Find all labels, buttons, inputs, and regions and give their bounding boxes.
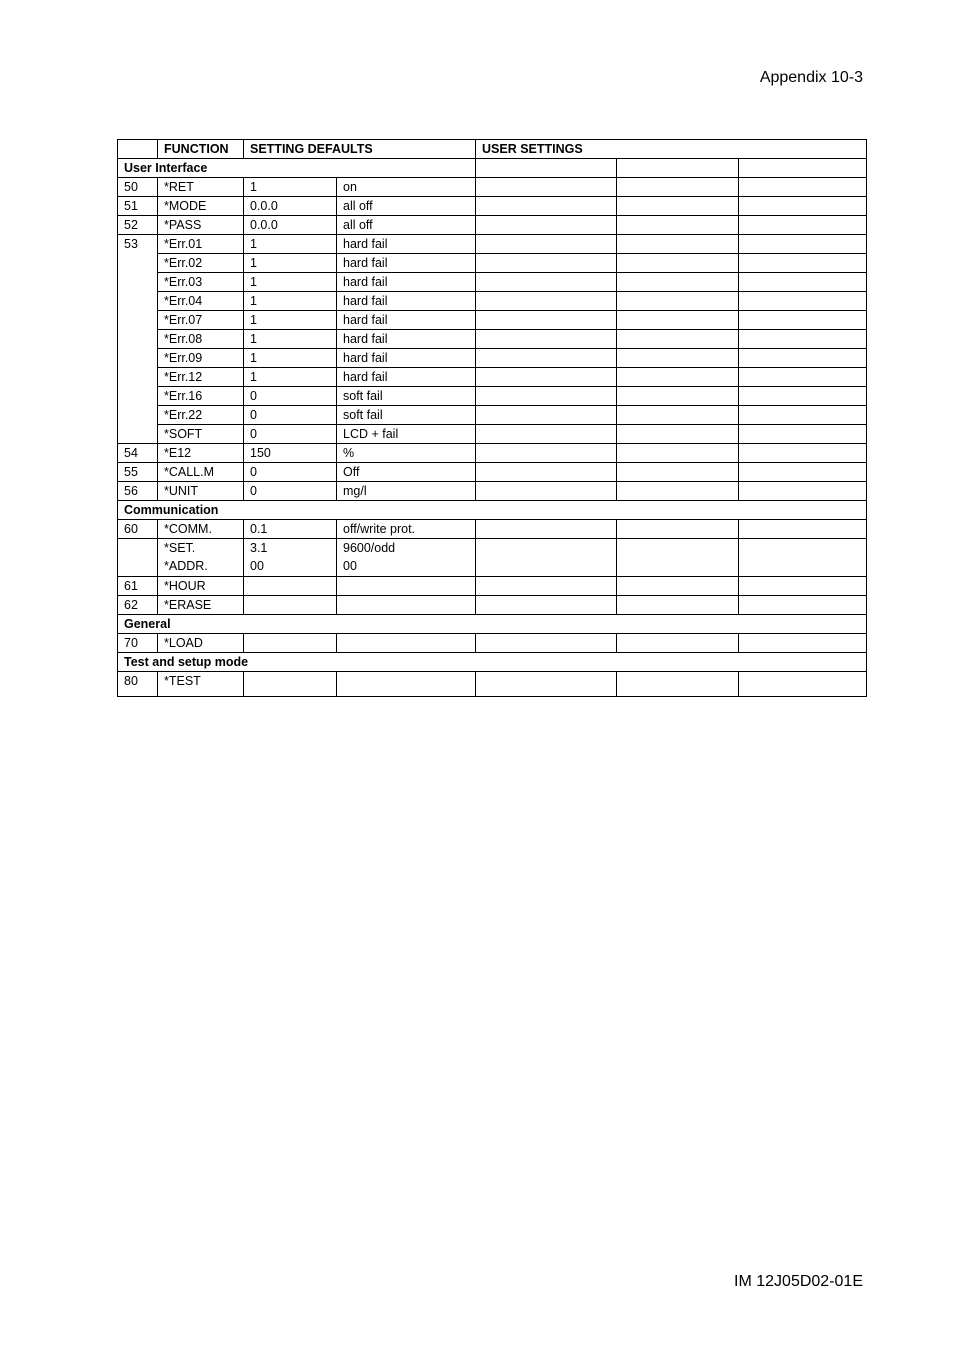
user-setting-cell (739, 330, 867, 349)
default-value: 1 (244, 273, 337, 292)
user-setting-cell (476, 254, 617, 273)
function-name: *CALL.M (158, 463, 244, 482)
table-row (118, 197, 867, 216)
user-setting-cell (617, 444, 739, 463)
user-setting-cell (476, 311, 617, 330)
table-row (118, 406, 867, 425)
default-description: hard fail (337, 311, 476, 330)
user-setting-cell (617, 178, 739, 197)
user-setting-cell (739, 235, 867, 254)
table-row (118, 254, 867, 273)
default-description: soft fail (337, 387, 476, 406)
default-description: LCD + fail (337, 425, 476, 444)
default-description: hard fail (337, 254, 476, 273)
user-setting-cell (476, 406, 617, 425)
table-row (118, 216, 867, 235)
table-row (118, 672, 867, 697)
user-setting-cell (617, 406, 739, 425)
default-value: 1 (244, 349, 337, 368)
function-name: *Err.12 (158, 368, 244, 387)
section-user-interface: User Interface (118, 159, 476, 178)
default-value: 150 (244, 444, 337, 463)
user-setting-cell (476, 539, 617, 577)
table-header-row (118, 140, 867, 159)
default-value: 0.1 (244, 520, 337, 539)
table-row (118, 330, 867, 349)
user-setting-cell (617, 425, 739, 444)
user-setting-cell (739, 387, 867, 406)
user-setting-cell (617, 672, 739, 697)
header-setting-defaults: SETTING DEFAULTS (244, 140, 476, 159)
table-row (118, 292, 867, 311)
header-function: FUNCTION (158, 140, 244, 159)
user-setting-cell (739, 596, 867, 615)
function-name: *Err.08 (158, 330, 244, 349)
row-number: 51 (118, 197, 158, 216)
row-number: 61 (118, 577, 158, 596)
row-number: 80 (118, 672, 158, 697)
function-name: *MODE (158, 197, 244, 216)
table-row (118, 596, 867, 615)
section-row (118, 159, 867, 178)
user-setting-cell (739, 634, 867, 653)
default-value: 1 (244, 235, 337, 254)
user-setting-cell (617, 311, 739, 330)
user-setting-cell (617, 463, 739, 482)
function-name: *Err.16 (158, 387, 244, 406)
function-name: *ERASE (158, 596, 244, 615)
user-setting-cell (739, 406, 867, 425)
default-description: soft fail (337, 406, 476, 425)
user-setting-cell (476, 235, 617, 254)
user-setting-cell (739, 444, 867, 463)
user-setting-cell (476, 482, 617, 501)
table-row (118, 235, 867, 254)
default-description: off/write prot. (337, 520, 476, 539)
table-row (118, 444, 867, 463)
row-number: 50 (118, 178, 158, 197)
default-description: hard fail (337, 349, 476, 368)
function-name: *SOFT (158, 425, 244, 444)
function-name: *COMM. (158, 520, 244, 539)
table-row (118, 539, 867, 577)
default-description: 9600/odd (343, 541, 396, 555)
function-name: *SET. (164, 541, 196, 555)
default-description: Off (337, 463, 476, 482)
user-setting-cell (739, 520, 867, 539)
user-setting-cell (739, 197, 867, 216)
function-name: *TEST (158, 672, 244, 697)
user-setting-cell (739, 463, 867, 482)
user-setting-cell (476, 596, 617, 615)
default-value: 00 (250, 559, 264, 573)
user-setting-cell (617, 482, 739, 501)
user-setting-cell (476, 672, 617, 697)
user-setting-cell (476, 178, 617, 197)
default-description: all off (337, 216, 476, 235)
user-setting-cell (739, 577, 867, 596)
user-setting-cell (739, 273, 867, 292)
table-row (118, 178, 867, 197)
default-description: hard fail (337, 292, 476, 311)
user-setting-cell (617, 520, 739, 539)
row-number: 62 (118, 596, 158, 615)
table-row (118, 463, 867, 482)
default-value: 1 (244, 254, 337, 273)
user-setting-cell (617, 368, 739, 387)
user-setting-cell (476, 425, 617, 444)
section-row (118, 615, 867, 634)
default-value-pair (244, 539, 337, 577)
user-setting-cell (476, 197, 617, 216)
default-value: 0.0.0 (244, 197, 337, 216)
table-row (118, 387, 867, 406)
function-name: *LOAD (158, 634, 244, 653)
default-value: 0.0.0 (244, 216, 337, 235)
user-setting-cell (739, 425, 867, 444)
user-setting-cell (476, 387, 617, 406)
function-name: *Err.03 (158, 273, 244, 292)
function-name: *Err.22 (158, 406, 244, 425)
user-setting-cell (739, 539, 867, 577)
user-setting-cell (739, 178, 867, 197)
user-setting-cell (617, 577, 739, 596)
user-setting-cell (476, 444, 617, 463)
default-description: mg/l (337, 482, 476, 501)
function-name: *E12 (158, 444, 244, 463)
user-setting-cell (476, 330, 617, 349)
section-row (118, 501, 867, 520)
default-value: 0 (244, 387, 337, 406)
user-setting-cell (617, 596, 739, 615)
user-setting-cell (476, 349, 617, 368)
function-name: *Err.02 (158, 254, 244, 273)
user-setting-cell (476, 273, 617, 292)
default-description: hard fail (337, 368, 476, 387)
default-description: % (337, 444, 476, 463)
default-description: hard fail (337, 330, 476, 349)
table-row (118, 273, 867, 292)
user-setting-cell (476, 520, 617, 539)
default-value: 1 (244, 311, 337, 330)
table-row (118, 425, 867, 444)
default-value: 1 (244, 292, 337, 311)
settings-table (117, 139, 867, 697)
function-name: *UNIT (158, 482, 244, 501)
function-name: *PASS (158, 216, 244, 235)
user-setting-cell (476, 216, 617, 235)
section-general: General (118, 615, 867, 634)
row-number: 55 (118, 463, 158, 482)
user-setting-cell (476, 577, 617, 596)
function-name: *Err.09 (158, 349, 244, 368)
row-number: 60 (118, 520, 158, 539)
user-setting-cell (476, 634, 617, 653)
table-row (118, 368, 867, 387)
user-setting-cell (617, 235, 739, 254)
user-setting-cell (739, 672, 867, 697)
user-setting-cell (617, 387, 739, 406)
user-setting-cell (617, 292, 739, 311)
default-description-pair (337, 539, 476, 577)
default-description: on (337, 178, 476, 197)
user-setting-cell (739, 349, 867, 368)
table-row (118, 311, 867, 330)
user-setting-cell (617, 197, 739, 216)
table-row (118, 634, 867, 653)
default-value: 1 (244, 368, 337, 387)
function-name: *ADDR. (164, 559, 208, 573)
row-number: 56 (118, 482, 158, 501)
function-name: *HOUR (158, 577, 244, 596)
table-row (118, 349, 867, 368)
user-setting-cell (617, 634, 739, 653)
table-row (118, 482, 867, 501)
default-value: 3.1 (250, 541, 268, 555)
table-row (118, 520, 867, 539)
table-row (118, 577, 867, 596)
default-description: hard fail (337, 235, 476, 254)
user-setting-cell (739, 368, 867, 387)
user-setting-cell (476, 463, 617, 482)
user-setting-cell (739, 311, 867, 330)
default-description: 00 (343, 559, 357, 573)
user-setting-cell (739, 216, 867, 235)
user-setting-cell (617, 254, 739, 273)
default-value: 1 (244, 178, 337, 197)
default-description: all off (337, 197, 476, 216)
default-value: 0 (244, 463, 337, 482)
default-value: 0 (244, 482, 337, 501)
section-communication: Communication (118, 501, 867, 520)
default-value: 0 (244, 406, 337, 425)
document-id: IM 12J05D02-01E (734, 1273, 863, 1290)
user-setting-cell (739, 292, 867, 311)
row-number: 54 (118, 444, 158, 463)
row-number: 53 (118, 235, 158, 444)
header-user-settings: USER SETTINGS (476, 140, 867, 159)
user-setting-cell (739, 482, 867, 501)
user-setting-cell (476, 368, 617, 387)
user-setting-cell (617, 349, 739, 368)
page-header-label: Appendix 10-3 (759, 69, 863, 86)
section-test-setup: Test and setup mode (118, 653, 867, 672)
user-setting-cell (739, 254, 867, 273)
user-setting-cell (617, 330, 739, 349)
row-number: 70 (118, 634, 158, 653)
function-name: *Err.01 (158, 235, 244, 254)
function-name: *RET (158, 178, 244, 197)
user-setting-cell (617, 539, 739, 577)
default-value: 1 (244, 330, 337, 349)
row-number: 52 (118, 216, 158, 235)
user-setting-cell (476, 292, 617, 311)
function-name-pair (158, 539, 244, 577)
section-row (118, 653, 867, 672)
function-name: *Err.04 (158, 292, 244, 311)
user-setting-cell (617, 273, 739, 292)
default-value: 0 (244, 425, 337, 444)
default-description: hard fail (337, 273, 476, 292)
function-name: *Err.07 (158, 311, 244, 330)
user-setting-cell (617, 216, 739, 235)
